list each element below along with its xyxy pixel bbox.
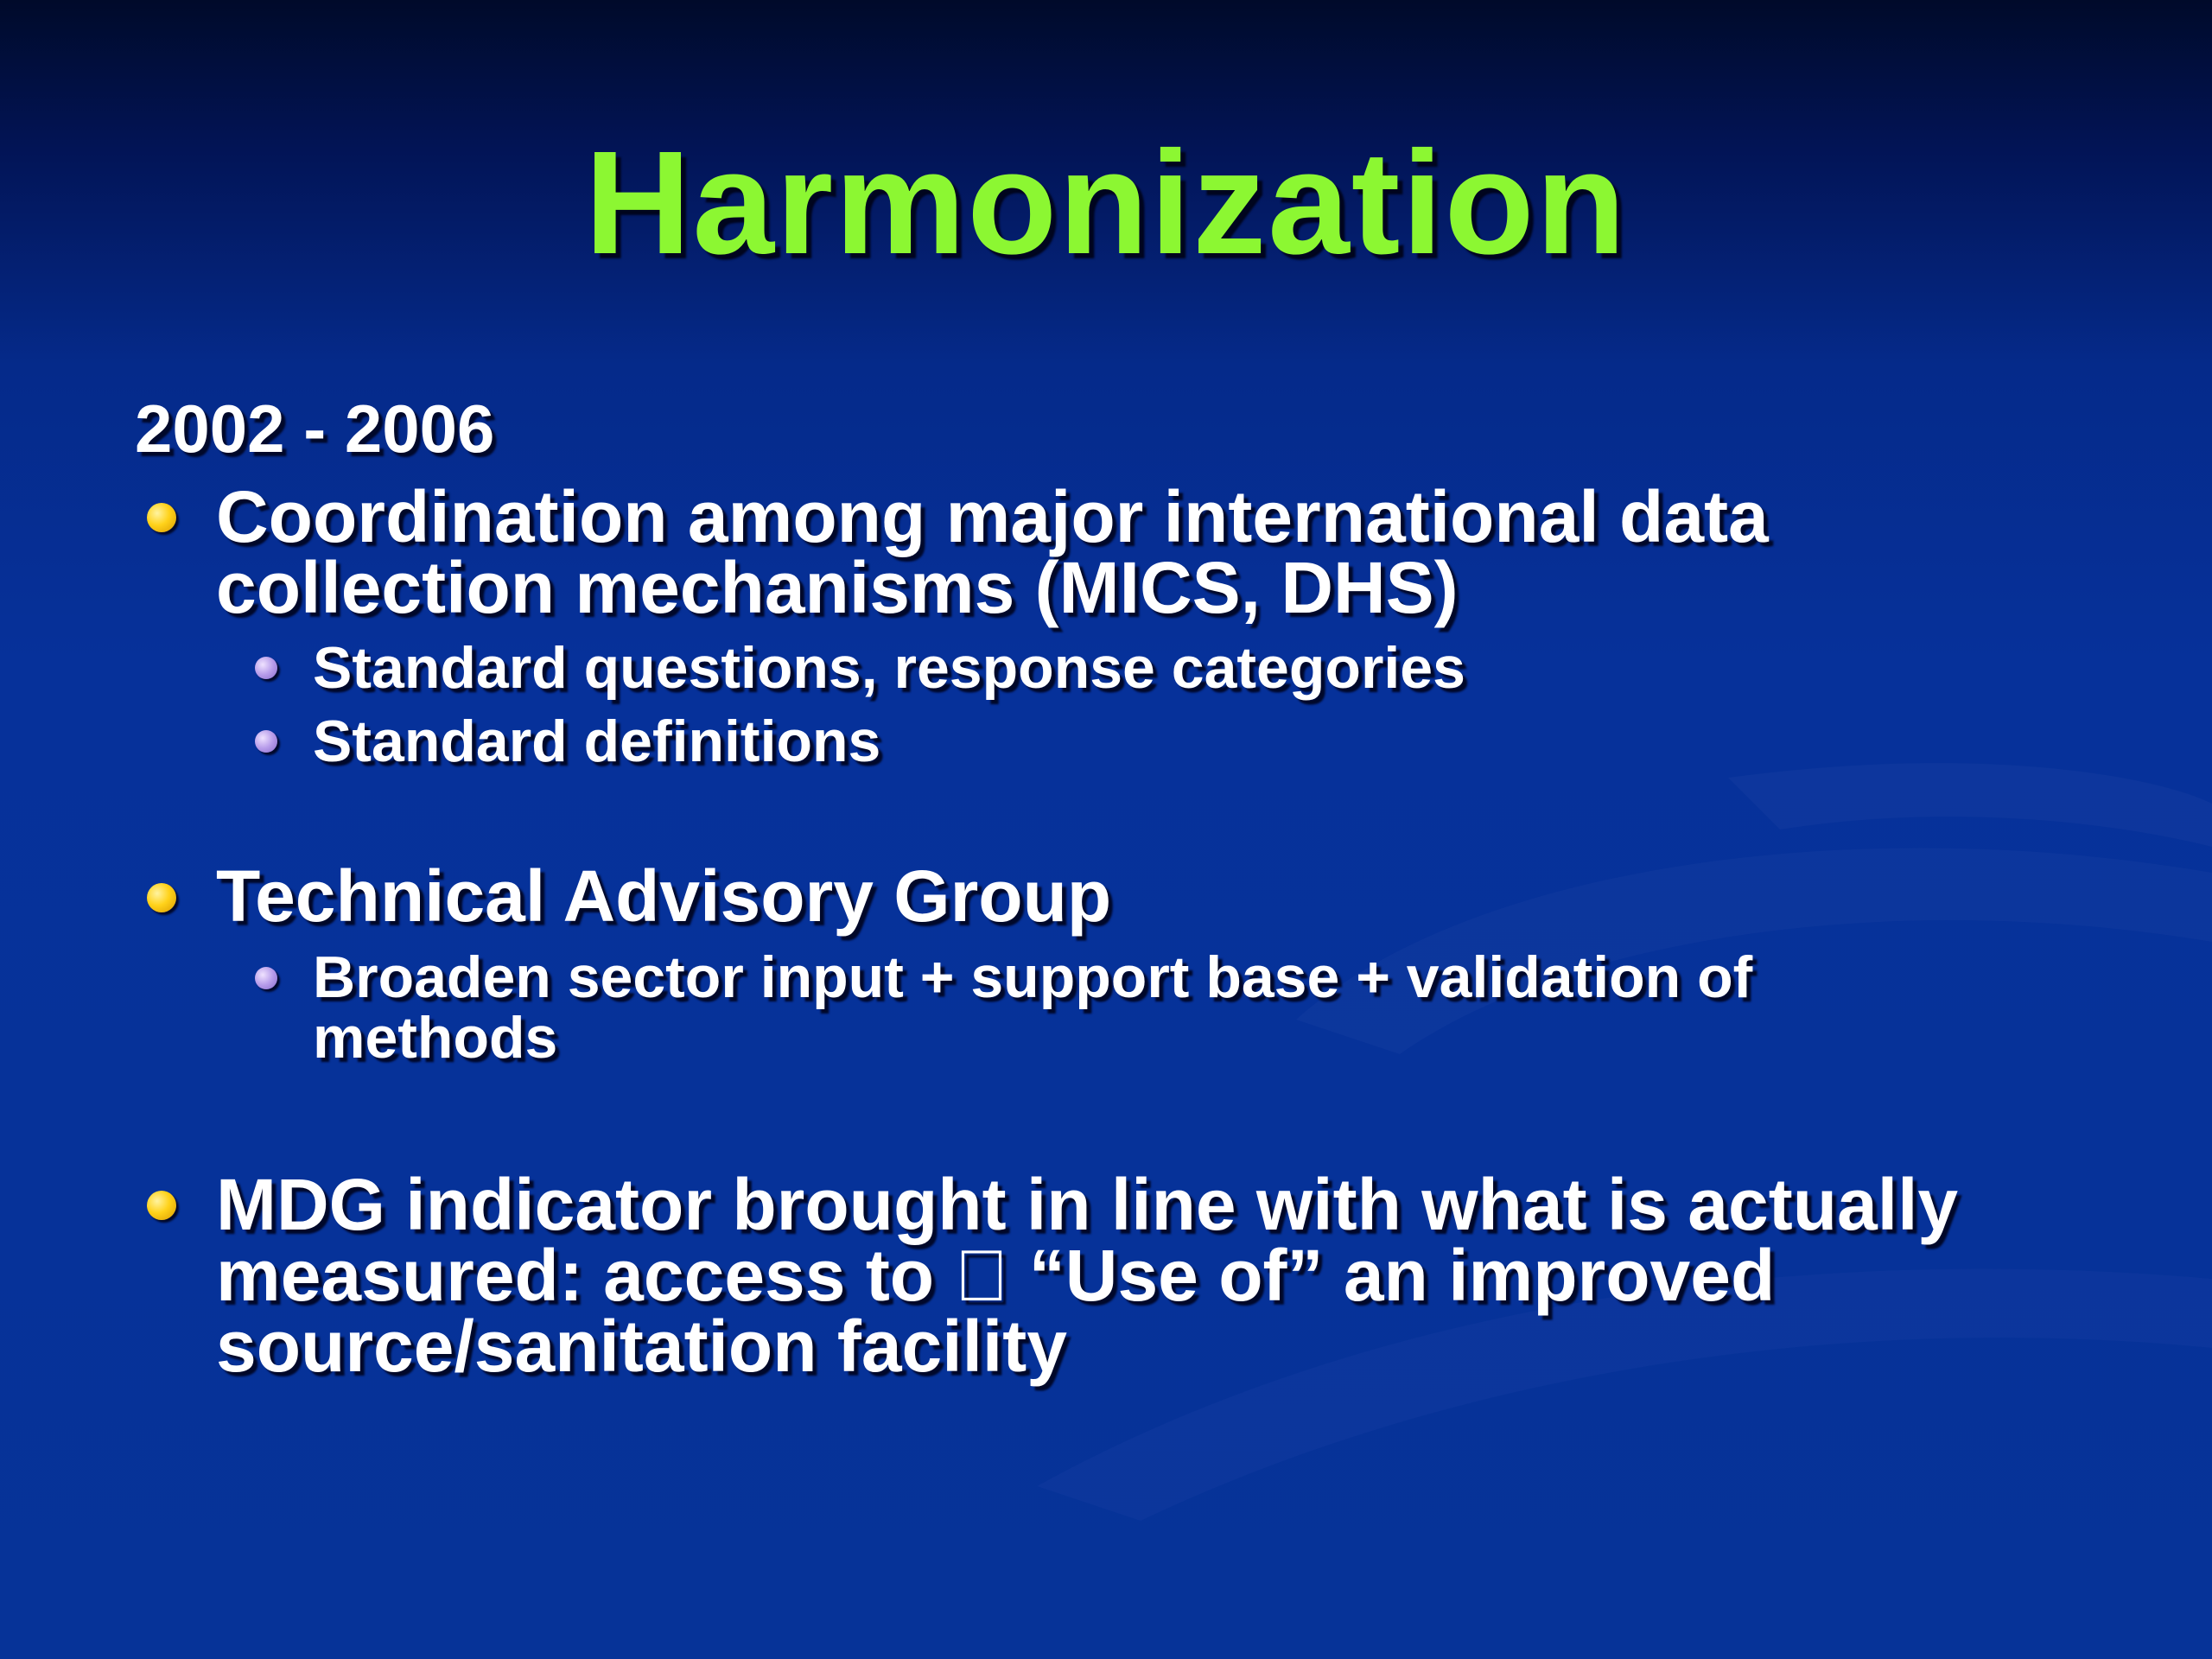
yellow-dot-icon [147,883,176,912]
bullet-1-line-1: Coordination among major international data [216,476,1769,557]
bullet-3-line-3: source/sanitation facility [216,1306,1067,1387]
bullet-3-line-2: measured: access to “Use of” an improved [216,1235,1700,1316]
slide-title: Harmonization [584,121,1628,285]
subbullet-1-1: Standard questions, response categories [313,635,1465,701]
yellow-dot-icon [147,1191,176,1220]
period-heading: 2002 - 2006 [135,391,495,467]
yellow-dot-icon [147,503,176,532]
lavender-dot-icon [255,967,277,989]
lavender-dot-icon [255,730,277,753]
lavender-dot-icon [255,657,277,679]
subbullet-2-1-line-2: methods [313,1005,558,1071]
bullet-1-line-2: collection mechanisms (MICS, DHS) [216,547,1459,628]
bullet-2-line-1: Technical Advisory Group [216,855,1112,937]
subbullet-1-2: Standard definitions [313,709,881,774]
subbullet-2-1-line-1: Broaden sector input + support base + validation of [313,944,1753,1010]
bullet-3-line-1: MDG indicator brought in line with what is actually [216,1164,1959,1245]
